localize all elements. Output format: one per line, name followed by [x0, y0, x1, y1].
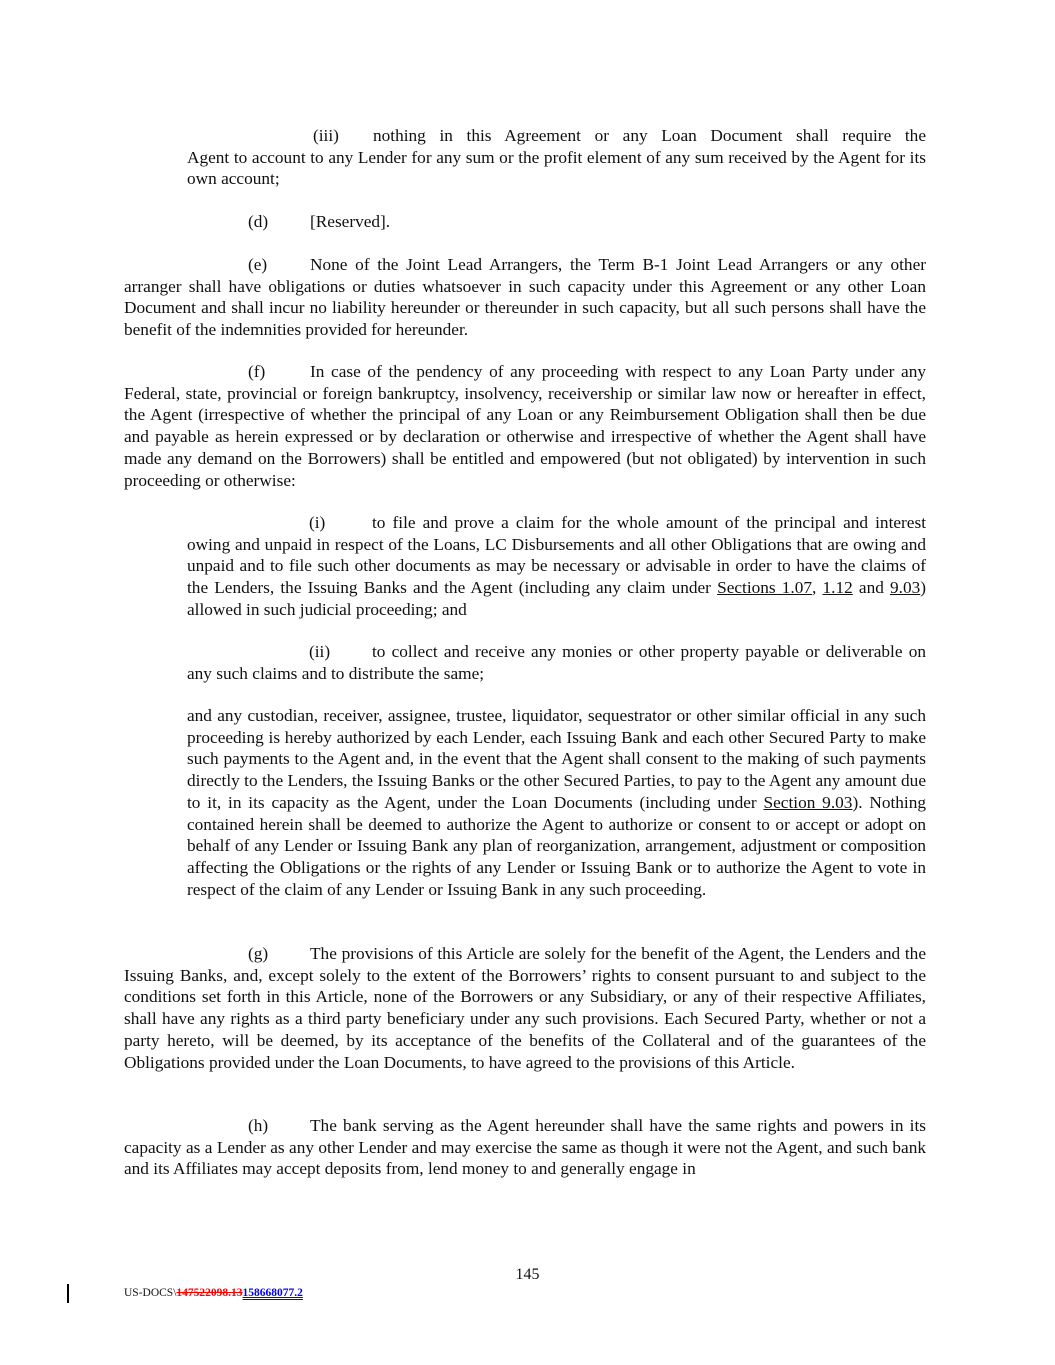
clause-label: (g)	[248, 944, 269, 963]
page-number: 145	[515, 1266, 540, 1283]
section-reference-link[interactable]: Sections 1.07	[717, 578, 813, 598]
footer-prefix: US-DOCS\	[124, 1287, 177, 1299]
clause-label: (h)	[248, 1116, 269, 1135]
clause-text-continued: ). Nothing contained herein shall be deemed to authorize the Agent to authorize or consent to or accept or adopt on behalf of any Lender or Issuing Bank any plan of reorganization, arrangement, adjustment or composition affecting the Obligations or the rights of any Lender or Issuing Bank or to authorize the Agent to vote in respect of the claim of any Lender or Issuing Bank in any such proceeding.	[187, 792, 926, 899]
paragraph-f-i	[187, 512, 926, 621]
clause-text: to collect and receive any monies or other property payable or deliverable on any such claims and to distribute the same;	[187, 642, 926, 683]
separator-text: and	[852, 578, 890, 598]
paragraph-f-tail	[187, 705, 926, 900]
footer-deleted-revision: 147522098.13	[176, 1287, 243, 1299]
clause-text: to file and prove a claim for the whole amount of the principal and interest owing and unpaid in respect of the Loans, LC Disbursements and all other Obligations that are owing and unpaid and to file such other documents as may be necessary or advisable in order to have the claims of the Lenders, the Issuing Banks and the Agent (including any claim under	[187, 513, 926, 598]
clause-text: In case of the pendency of any proceeding with respect to any Loan Party under any Federal, state, provincial or foreign bankruptcy, insolvency, receivership or similar law now or hereafter in effect, the Agent (irrespective of whether the principal of any Loan or any Reimbursement Obligation shall then be due and payable as herein expressed or by declaration or otherwise and irrespective of whether the Agent shall have made any demand on the Borrowers) shall be entitled and empowered (but not obligated) by intervention in such proceeding or otherwise:	[124, 362, 926, 490]
clause-text: The bank serving as the Agent hereunder shall have the same rights and powers in its capacity as a Lender as any other Lender and may exercise the same as though it were not the Agent, and such bank and its Affiliates may accept deposits from, lend money to and generally engage in	[124, 1116, 926, 1179]
clause-label: (f)	[248, 362, 266, 381]
paragraph-c-iii	[187, 125, 926, 190]
clause-label: (i)	[309, 513, 326, 532]
clause-text: [Reserved].	[310, 212, 391, 231]
paragraph-h	[124, 1115, 926, 1180]
paragraph-e	[124, 254, 926, 341]
section-reference-link[interactable]: 1.12	[822, 578, 853, 598]
paragraph-d	[124, 211, 926, 233]
paragraph-c-iii-first-line	[187, 125, 926, 147]
clause-text: None of the Joint Lead Arrangers, the Term B-1 Joint Lead Arrangers or any other arranger shall have obligations or duties whatsoever in such capacity under this Agreement or any other Loan Document and shall incur no liability hereunder or thereunder in such capacity, but all such persons shall have the benefit of the indemnities provided for hereunder.	[124, 255, 926, 340]
footer-inserted-revision: 158668077.2	[242, 1287, 303, 1299]
section-reference-link[interactable]: 9.03	[890, 578, 921, 598]
change-bar	[67, 1284, 69, 1303]
clause-text-continued: Agent to account to any Lender for any sum or the profit element of any sum received by the Agent for its own account;	[187, 147, 926, 189]
clause-text: nothing in this Agreement or any Loan Document shall require the	[373, 126, 926, 145]
clause-label: (iii)	[313, 126, 339, 145]
paragraph-f-ii	[187, 641, 926, 684]
section-reference-link[interactable]: Section 9.03	[763, 792, 853, 812]
clause-label: (ii)	[309, 642, 331, 661]
clause-label: (e)	[248, 255, 268, 274]
document-footer-id	[124, 1287, 303, 1299]
clause-text-continued: ) allowed in such judicial proceeding; and	[187, 578, 927, 619]
clause-text: The provisions of this Article are solely for the benefit of the Agent, the Lenders and the Issuing Banks, and, except solely to the extent of the Borrowers’ rights to consent pursuant to and subject to the conditions set forth in this Article, none of the Borrowers or any Subsidiary, or any of their respective Affiliates, shall have any rights as a third party beneficiary under any such provisions. Each Secured Party, whether or not a party hereto, will be deemed, by its acceptance of the benefits of the Collateral and of the guarantees of the Obligations provided under the Loan Documents, to have agreed to the provisions of this Article.	[124, 944, 926, 1072]
paragraph-f	[124, 361, 926, 491]
clause-text: and any custodian, receiver, assignee, trustee, liquidator, sequestrator or other similar official in any such proceeding is hereby authorized by each Lender, each Issuing Bank and each other Secured Party to make such payments to the Agent and, in the event that the Agent shall consent to the making of such payments directly to the Lenders, the Issuing Banks or the other Secured Parties, to pay to the Agent any amount due to it, in its capacity as the Agent, under the Loan Documents (including under	[187, 706, 926, 812]
paragraph-g	[124, 943, 926, 1073]
clause-label: (d)	[248, 212, 269, 231]
separator-text: ,	[812, 578, 823, 598]
